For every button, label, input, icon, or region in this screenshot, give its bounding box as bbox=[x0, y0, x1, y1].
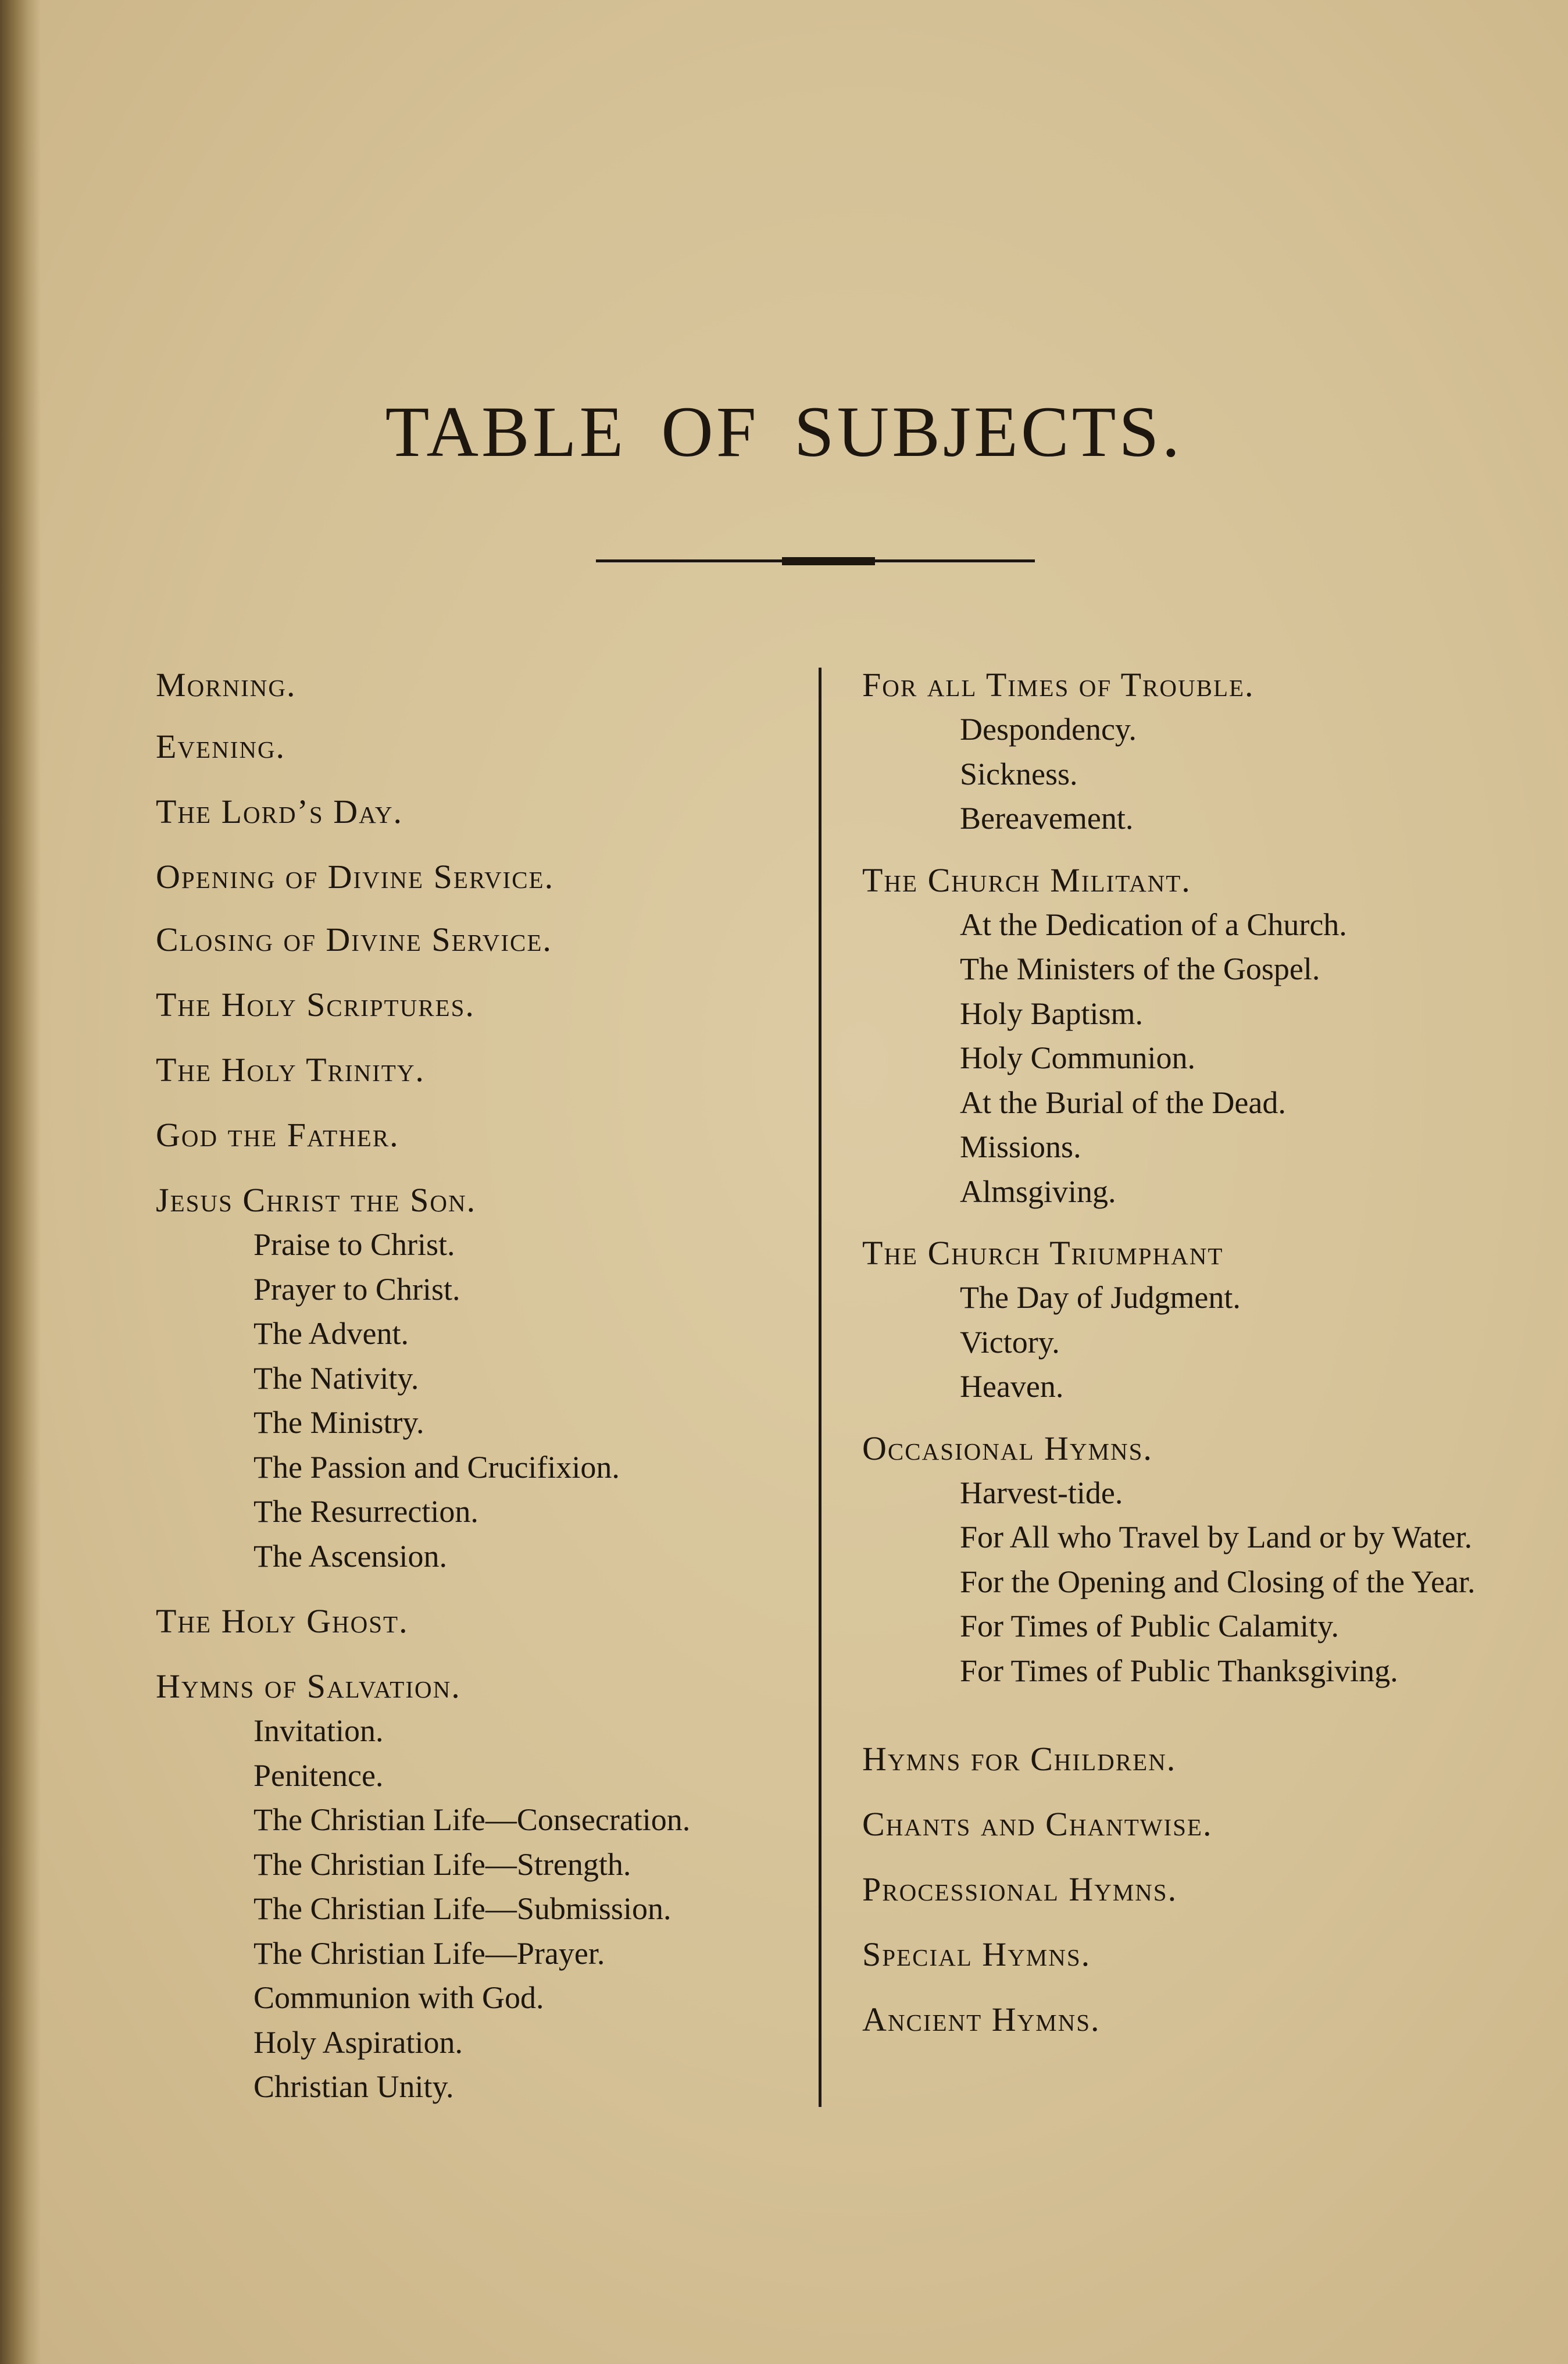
subject-subitem: The Day of Judgment. bbox=[960, 1280, 1241, 1315]
subject-section bbox=[862, 858, 1519, 1214]
subject-subitem: Praise to Christ. bbox=[253, 1227, 455, 1262]
subject-heading: Occasional Hymns. bbox=[862, 1429, 1153, 1467]
subject-section bbox=[156, 663, 801, 707]
subject-section bbox=[156, 918, 801, 962]
subject-heading: Processional Hymns. bbox=[862, 1870, 1178, 1908]
subject-subitem: The Passion and Crucifixion. bbox=[253, 1449, 620, 1485]
subject-heading: The Holy Trinity. bbox=[156, 1051, 425, 1089]
subject-section bbox=[156, 983, 801, 1027]
subject-heading: The Lord’s Day. bbox=[156, 793, 403, 830]
subject-subitem: Holy Aspiration. bbox=[253, 2024, 463, 2060]
subject-subitem: The Christian Life—Consecration. bbox=[253, 1802, 691, 1837]
subject-subitem: For Times of Public Thanksgiving. bbox=[960, 1653, 1398, 1688]
subject-heading: The Holy Scriptures. bbox=[156, 986, 475, 1024]
subject-subitem: Despondency. bbox=[960, 712, 1137, 747]
subject-heading: Morning. bbox=[156, 666, 297, 704]
left-column bbox=[156, 663, 801, 2109]
subject-subitem: Holy Baptism. bbox=[960, 996, 1144, 1031]
subject-subitem: Bereavement. bbox=[960, 801, 1134, 836]
subject-subitems bbox=[156, 1709, 801, 2109]
subject-subitem: The Resurrection. bbox=[253, 1494, 478, 1529]
subject-heading: For all Times of Trouble. bbox=[862, 666, 1255, 704]
subject-section bbox=[156, 855, 801, 899]
subject-subitem: The Christian Life—Submission. bbox=[253, 1891, 672, 1926]
subject-heading: The Holy Ghost. bbox=[156, 1602, 409, 1640]
rule-thick-center bbox=[782, 557, 875, 565]
page-title: TABLE OF SUBJECTS. bbox=[385, 392, 1183, 472]
subject-heading: Ancient Hymns. bbox=[862, 2001, 1101, 2038]
subject-section bbox=[156, 1664, 801, 2109]
subject-subitem: The Ministry. bbox=[253, 1405, 424, 1440]
subject-section bbox=[156, 1048, 801, 1092]
subject-heading: Opening of Divine Service. bbox=[156, 858, 555, 896]
subject-heading: Chants and Chantwise. bbox=[862, 1805, 1213, 1843]
subject-section bbox=[156, 790, 801, 834]
subject-subitem: Holy Communion. bbox=[960, 1040, 1196, 1075]
subject-heading: Closing of Divine Service. bbox=[156, 921, 552, 958]
subject-heading: God the Father. bbox=[156, 1116, 399, 1154]
subject-subitem: Sickness. bbox=[960, 756, 1078, 791]
subject-subitem: The Ministers of the Gospel. bbox=[960, 951, 1320, 986]
subject-section bbox=[862, 1932, 1519, 1977]
subject-subitem: For Times of Public Calamity. bbox=[960, 1609, 1340, 1643]
subject-section bbox=[156, 1178, 801, 1578]
subject-section bbox=[862, 1737, 1519, 1781]
subject-subitem: The Ascension. bbox=[253, 1538, 447, 1574]
subject-section bbox=[862, 1867, 1519, 1912]
subject-subitem: The Christian Life—Prayer. bbox=[253, 1935, 605, 1971]
subject-subitem: Heaven. bbox=[960, 1369, 1064, 1404]
subject-heading: The Church Triumphant bbox=[862, 1234, 1224, 1272]
title-rule bbox=[596, 555, 1035, 568]
subject-subitem: At the Burial of the Dead. bbox=[960, 1085, 1286, 1120]
right-column bbox=[862, 663, 1519, 2042]
subject-subitem: Almsgiving. bbox=[960, 1174, 1116, 1209]
subject-subitems bbox=[156, 1222, 801, 1578]
subject-subitems bbox=[862, 1275, 1519, 1409]
subject-subitem: For the Opening and Closing of the Year. bbox=[960, 1564, 1476, 1599]
subject-section bbox=[862, 1802, 1519, 1846]
subject-subitems bbox=[862, 1471, 1519, 1693]
subject-subitems bbox=[862, 707, 1519, 841]
subject-subitem: Communion with God. bbox=[253, 1980, 544, 2015]
subject-section bbox=[156, 725, 801, 769]
subject-section bbox=[862, 1427, 1519, 1693]
subject-subitem: The Advent. bbox=[253, 1316, 409, 1351]
subject-subitem: For All who Travel by Land or by Water. bbox=[960, 1520, 1473, 1554]
subject-section bbox=[156, 1113, 801, 1157]
subject-subitem: Penitence. bbox=[253, 1757, 384, 1793]
subject-heading: Evening. bbox=[156, 728, 286, 765]
page-binding-edge bbox=[0, 0, 41, 2364]
subject-subitem: Victory. bbox=[960, 1324, 1060, 1360]
subject-section bbox=[862, 1231, 1519, 1409]
subject-subitem: At the Dedication of a Church. bbox=[960, 907, 1347, 942]
subject-section bbox=[862, 1998, 1519, 2042]
subject-section bbox=[156, 1599, 801, 1643]
column-divider bbox=[819, 668, 821, 2107]
subject-subitem: The Christian Life—Strength. bbox=[253, 1846, 631, 1882]
subject-heading: Hymns of Salvation. bbox=[156, 1667, 461, 1705]
subject-heading: Jesus Christ the Son. bbox=[156, 1181, 477, 1219]
subject-section bbox=[862, 663, 1519, 841]
subject-subitem: Harvest-tide. bbox=[960, 1475, 1123, 1510]
subject-heading: Special Hymns. bbox=[862, 1935, 1091, 1973]
subject-subitem: The Nativity. bbox=[253, 1360, 419, 1396]
subject-subitem: Missions. bbox=[960, 1129, 1081, 1164]
subject-subitem: Invitation. bbox=[253, 1713, 384, 1748]
subject-heading: Hymns for Children. bbox=[862, 1740, 1177, 1778]
subject-subitems bbox=[862, 903, 1519, 1214]
subject-subitem: Prayer to Christ. bbox=[253, 1271, 460, 1307]
subject-subitem: Christian Unity. bbox=[253, 2069, 454, 2104]
subject-heading: The Church Militant. bbox=[862, 861, 1191, 899]
